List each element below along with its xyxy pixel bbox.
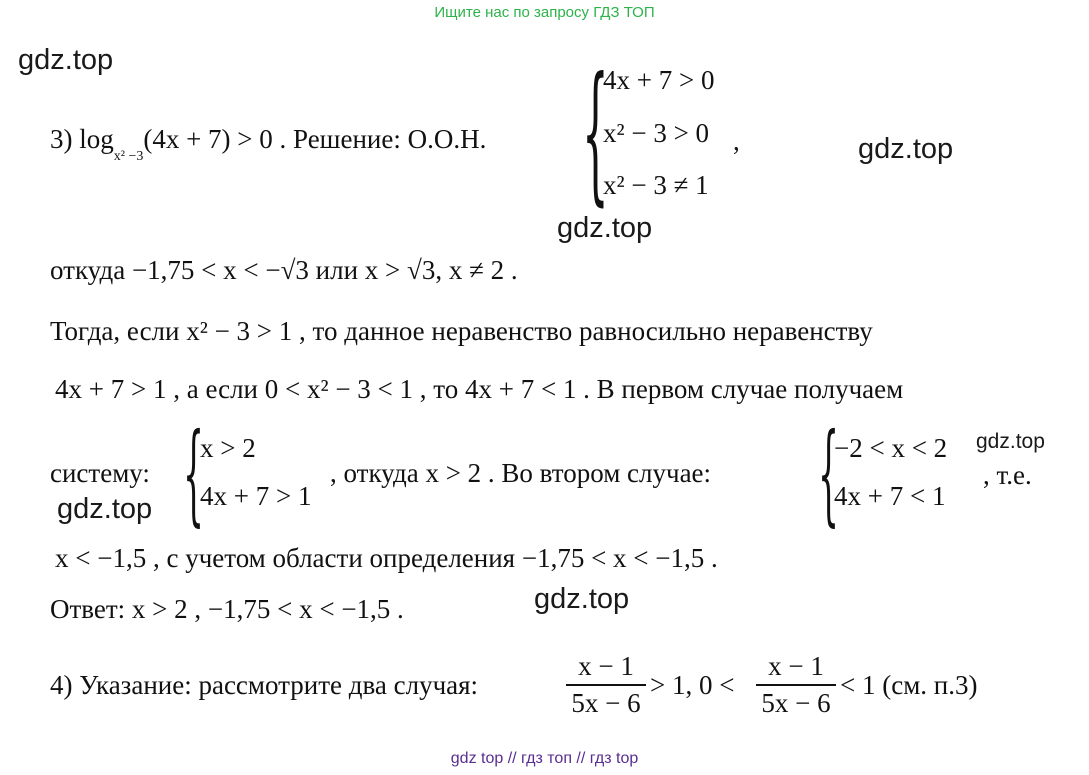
watermark-5: gdz.top bbox=[57, 493, 153, 525]
watermark-1: gdz.top bbox=[18, 44, 114, 76]
system-1-brace: { bbox=[183, 409, 204, 537]
system-mid-text: , откуда x > 2 . Во втором случае: bbox=[330, 458, 712, 488]
odz-brace: { bbox=[582, 46, 609, 220]
odz-condition-3: x² − 3 ≠ 1 bbox=[603, 170, 709, 200]
answer-line: Ответ: x > 2 , −1,75 < x < −1,5 . bbox=[50, 594, 404, 624]
watermark-3: gdz.top bbox=[557, 212, 653, 244]
problem4-text: 4) Указание: рассмотрите два случая: bbox=[50, 670, 479, 700]
then-line-1: Тогда, если x² − 3 > 1 , то данное неравенство равносильно неравенству bbox=[50, 316, 873, 346]
watermark-6: gdz.top bbox=[534, 583, 630, 615]
log-argument: (4x + 7) > 0 . Решение: О.О.Н. bbox=[143, 124, 487, 154]
fraction-1-bar bbox=[566, 684, 646, 686]
system-label: систему: bbox=[50, 458, 150, 488]
fraction-2-bar bbox=[756, 684, 836, 686]
top-banner[interactable]: Ищите нас по запросу ГДЗ ТОП bbox=[434, 4, 655, 21]
system-2-brace: { bbox=[818, 409, 839, 537]
problem3-intro-line bbox=[50, 124, 487, 165]
odz-condition-2: x² − 3 > 0 bbox=[603, 118, 710, 148]
then-line-2: 4x + 7 > 1 , а если 0 < x² − 3 < 1 , то 4x + 7 < 1 . В первом случае получаем bbox=[55, 374, 904, 404]
domain-line: x < −1,5 , с учетом области определения −1,75 < x < −1,5 . bbox=[55, 543, 718, 573]
log-base: x² −3 bbox=[113, 149, 144, 165]
system-1-line-2: 4x + 7 > 1 bbox=[200, 481, 312, 511]
watermark-4: gdz.top bbox=[976, 430, 1045, 453]
footer-links[interactable]: gdz top // гдз топ // гдз top bbox=[450, 750, 639, 767]
problem4-compare-1: > 1, 0 < bbox=[650, 670, 735, 700]
problem4-compare-2: < 1 (см. п.3) bbox=[840, 670, 978, 700]
fraction-2 bbox=[756, 651, 836, 719]
ie-text: , т.е. bbox=[983, 460, 1032, 490]
log-symbol: 3) log bbox=[50, 124, 114, 154]
odz-comma: , bbox=[733, 126, 740, 156]
whence-line: откуда −1,75 < x < −√3 или x > √3, x ≠ 2 . bbox=[50, 255, 518, 285]
fraction-2-denominator: 5x − 6 bbox=[761, 688, 831, 718]
system-1-line-1: x > 2 bbox=[200, 433, 256, 463]
system-2-line-2: 4x + 7 < 1 bbox=[834, 481, 946, 511]
fraction-1 bbox=[566, 651, 646, 719]
system-2-line-1: −2 < x < 2 bbox=[834, 433, 948, 463]
odz-condition-1: 4x + 7 > 0 bbox=[603, 65, 715, 95]
fraction-2-numerator: x − 1 bbox=[768, 651, 824, 681]
fraction-1-numerator: x − 1 bbox=[578, 651, 634, 681]
fraction-1-denominator: 5x − 6 bbox=[571, 688, 641, 718]
watermark-2: gdz.top bbox=[858, 133, 954, 165]
